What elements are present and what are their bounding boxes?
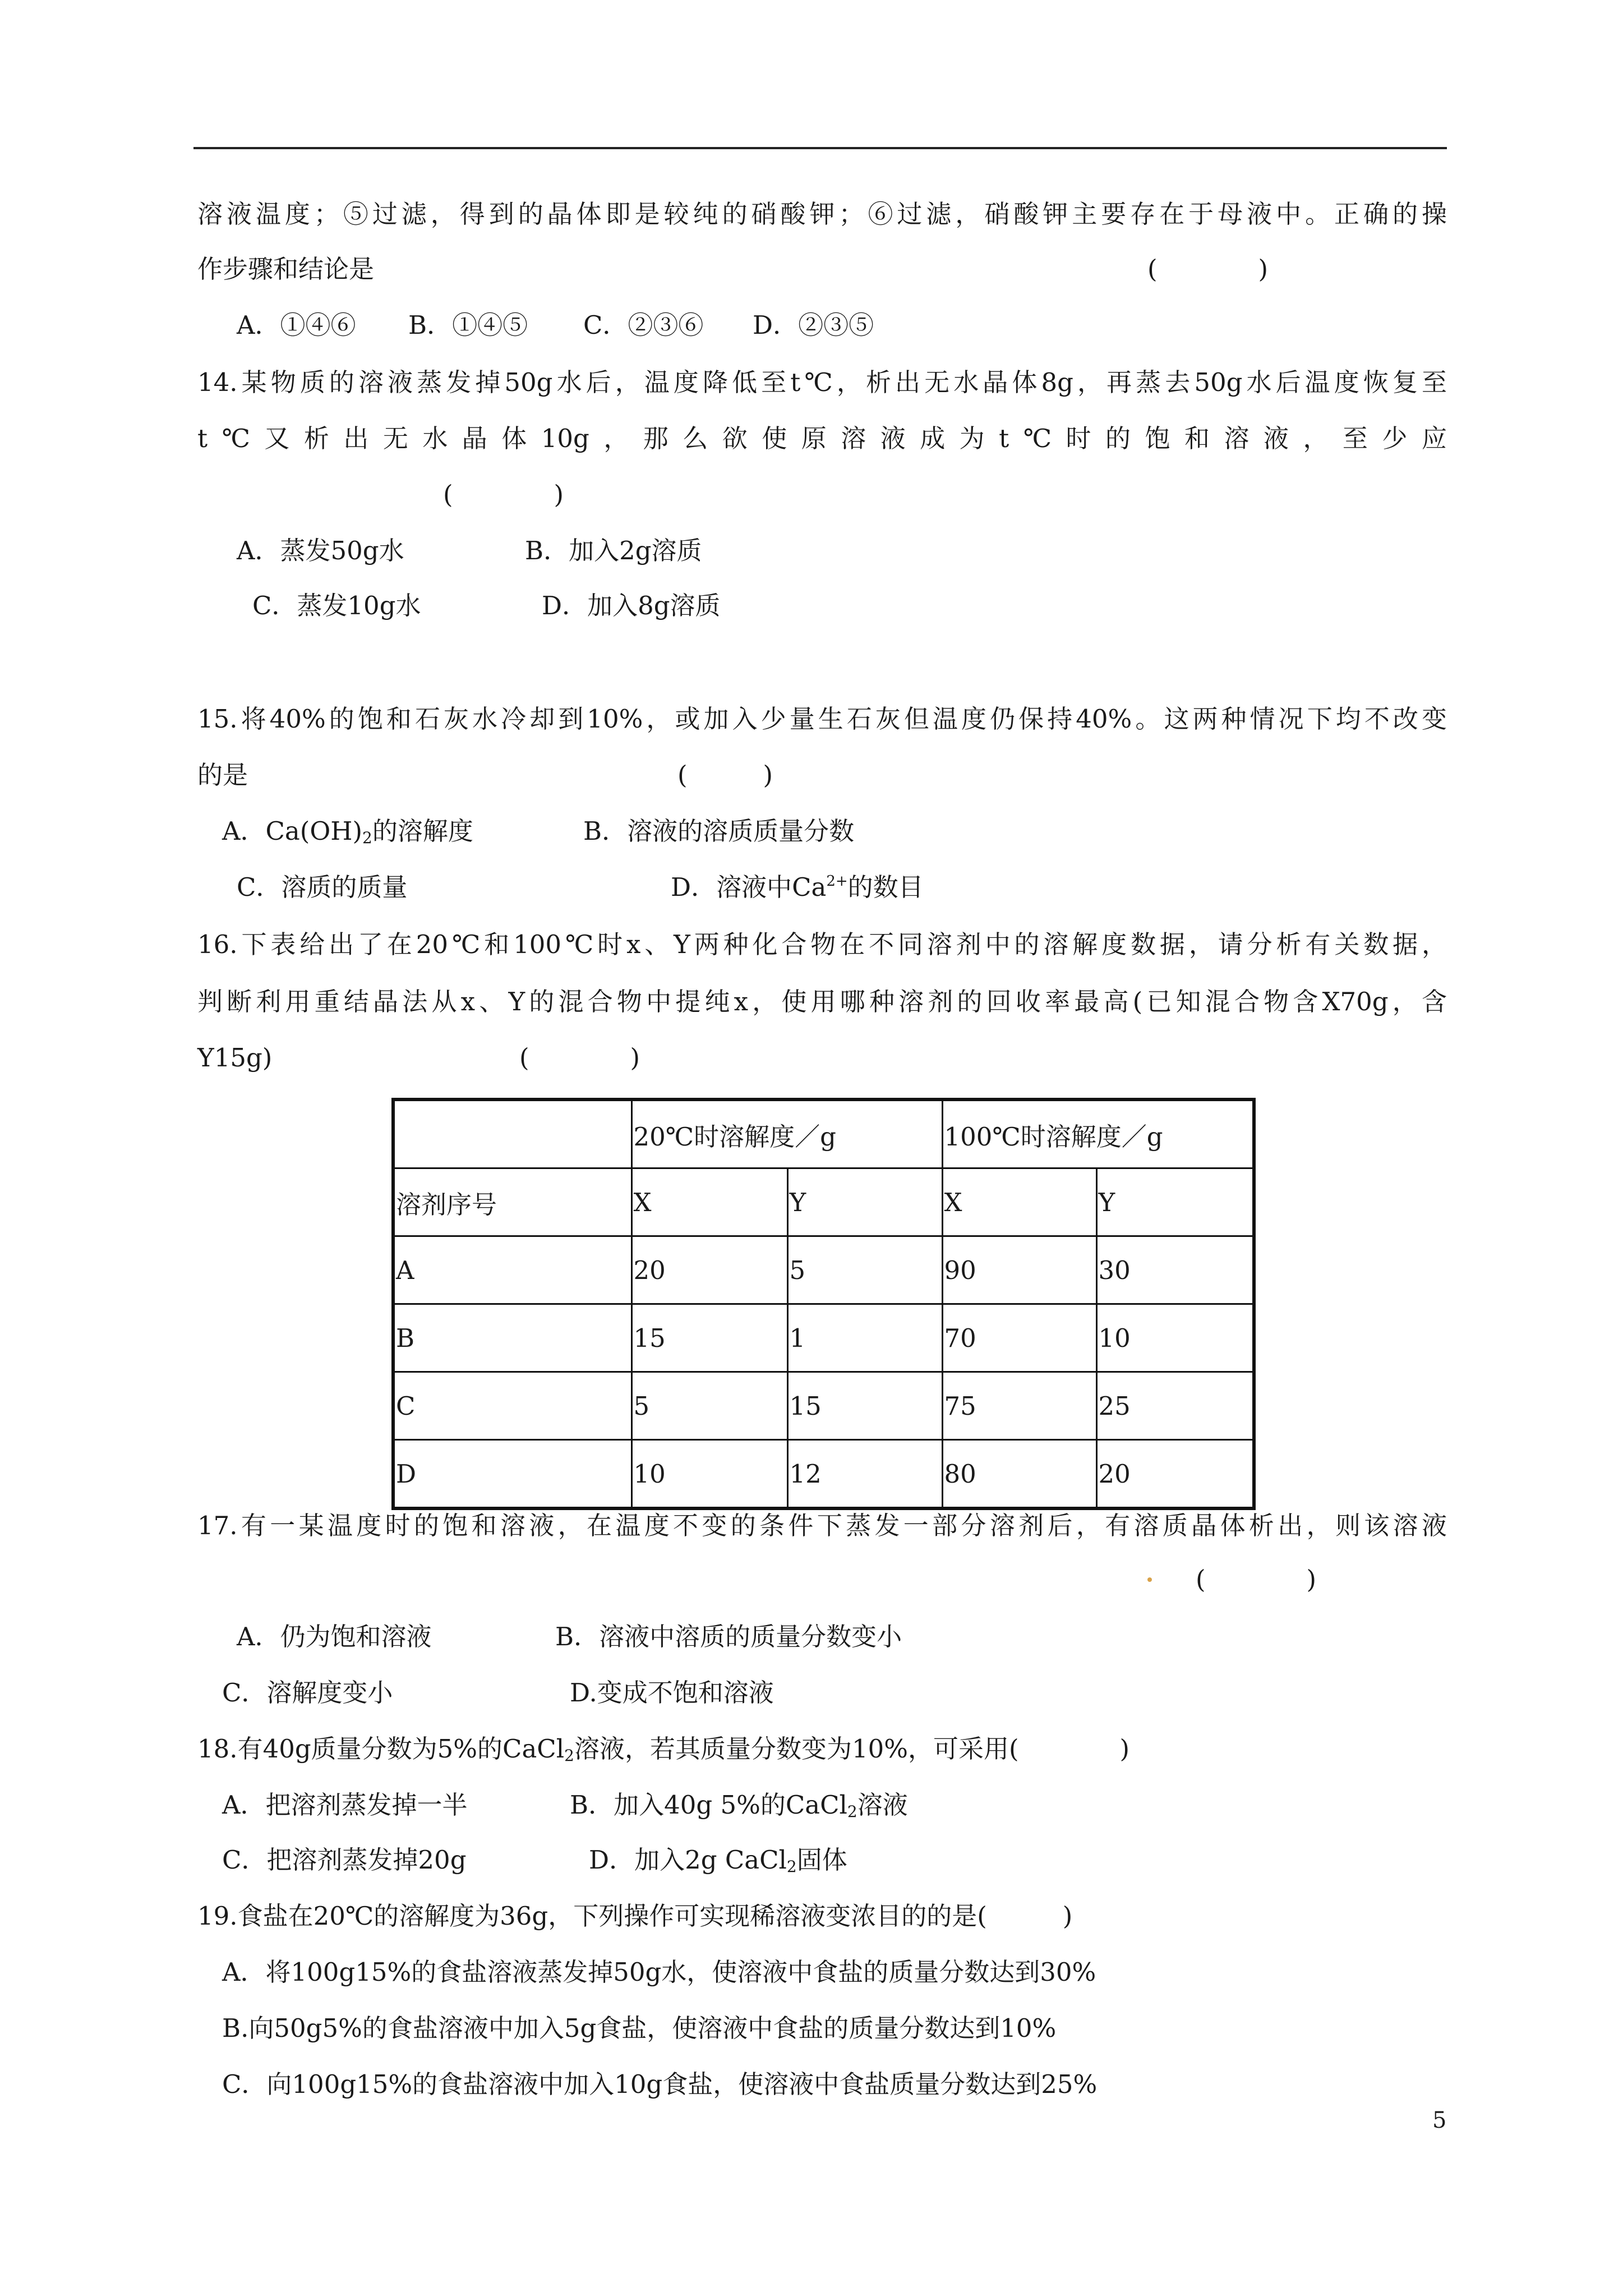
q14-line2 <box>197 422 1447 455</box>
q13-option-c: C．②③⑥ <box>583 310 704 340</box>
q18-line1: 18.有40g质量分数为5%的CaCl$_2$溶液，若其质量分数变为10%，可采用( ) <box>197 1734 1130 1765</box>
solubility-table <box>391 1098 1256 1510</box>
q14-line2-word: 欲 <box>722 424 748 453</box>
q14-line2-word: 又 <box>264 424 290 453</box>
q17-answer-paren: ( ) <box>1196 1565 1317 1594</box>
q19-option-a: A．将100g15%的食盐溶液蒸发掉50g水，使溶液中食盐的质量分数达到30% <box>222 1957 1096 1987</box>
q14-line2-word: 水 <box>422 424 448 453</box>
q15-option-b: B．溶液的溶质质量分数 <box>583 816 855 846</box>
q14-line2-word: 溶 <box>1224 424 1249 453</box>
table-cell: B <box>393 1304 631 1372</box>
q19-option-c: C．向100g15%的食盐溶液中加入10g食盐，使溶液中食盐质量分数达到25% <box>222 2069 1098 2099</box>
table-header-cell: 20℃时溶解度／g <box>631 1099 942 1168</box>
q14-line2-word: ℃ <box>1023 424 1052 453</box>
q14-line2-word: 晶 <box>462 424 487 453</box>
header-rule <box>193 147 1447 149</box>
page-number: 5 <box>1432 2108 1447 2133</box>
q14-line2-word: ℃ <box>222 424 250 453</box>
q14-line2-word: 少 <box>1382 424 1408 453</box>
q15-line1: 15.将40%的饱和石灰水冷却到10%，或加入少量生石灰但温度仍保持40%。这两种情况下均不改变 <box>197 704 1447 734</box>
q13-answer-paren: ( ) <box>1147 254 1269 284</box>
q14-line2-word: 和 <box>1184 424 1210 453</box>
table-cell: 20 <box>1096 1440 1254 1509</box>
table-cell: 30 <box>1096 1236 1254 1304</box>
table-cell: 70 <box>942 1304 1096 1372</box>
q14-option-d: D．加入8g溶质 <box>542 591 721 620</box>
q14-line2-word: 饱 <box>1145 424 1170 453</box>
table-cell: 15 <box>787 1372 942 1440</box>
q14-line1: 14.某物质的溶液蒸发掉50g水后，温度降低至t℃，析出无水晶体8g，再蒸去50g水后温度恢复至 <box>197 367 1447 397</box>
q15-option-c: C．溶质的质量 <box>237 872 408 902</box>
table-cell: 10 <box>1096 1304 1254 1372</box>
table-header-cell: Y <box>787 1168 942 1236</box>
q14-line2-word: 为 <box>959 424 985 453</box>
q19-line1: 19.食盐在20℃的溶解度为36g，下列操作可实现稀溶液变浓目的的是( ) <box>197 1901 1073 1931</box>
q14-line2-word: t <box>999 424 1009 453</box>
table-row <box>393 1304 1254 1372</box>
q14-option-b: B．加入2g溶质 <box>525 536 702 565</box>
q13-line2: 作步骤和结论是 <box>197 254 375 284</box>
q15-option-d: D．溶液中$Ca^{2+}$的数目 <box>671 872 924 902</box>
table-cell: 20 <box>631 1236 787 1304</box>
q14-option-a: A．蒸发50g水 <box>237 536 404 565</box>
table-cell: 25 <box>1096 1372 1254 1440</box>
q14-line2-word: 出 <box>343 424 369 453</box>
stray-mark <box>1147 1577 1152 1582</box>
q14-answer-paren: ( ) <box>443 480 564 509</box>
q14-line2-word: 原 <box>801 424 827 453</box>
q16-line1: 16.下表给出了在20℃和100℃时x、Y两种化合物在不同溶剂中的溶解度数据，请分析有关数据， <box>197 930 1447 959</box>
table-cell: 15 <box>631 1304 787 1372</box>
q14-line2-word: 体 <box>501 424 527 453</box>
q17-option-b: B．溶液中溶质的质量分数变小 <box>555 1622 902 1651</box>
table-cell: 10 <box>631 1440 787 1509</box>
q14-option-c: C．蒸发10g水 <box>252 591 421 620</box>
table-row <box>393 1236 1254 1304</box>
q14-line2-word: ， <box>1303 424 1329 453</box>
q14-line2-word: ， <box>603 424 629 453</box>
table-cell: A <box>393 1236 631 1304</box>
q14-line2-word: 无 <box>382 424 408 453</box>
table-cell: 75 <box>942 1372 1096 1440</box>
table-cell: 5 <box>631 1372 787 1440</box>
table-subheader-row <box>393 1168 1254 1236</box>
q16-answer-paren: ( ) <box>519 1043 640 1073</box>
table-row <box>393 1372 1254 1440</box>
q19-option-b: B.向50g5%的食盐溶液中加入5g食盐，使溶液中食盐的质量分数达到10% <box>222 2013 1057 2043</box>
q17-option-c: C．溶解度变小 <box>222 1678 393 1708</box>
q18-option-d: D．加入2g CaCl$_2$固体 <box>589 1845 847 1876</box>
q17-option-a: A．仍为饱和溶液 <box>237 1622 432 1651</box>
table-cell: 90 <box>942 1236 1096 1304</box>
table-cell: D <box>393 1440 631 1509</box>
q14-line2-word: 至 <box>1342 424 1368 453</box>
table-cell: 12 <box>787 1440 942 1509</box>
q15-answer-paren: ( ) <box>677 760 773 790</box>
q14-line2-word: 使 <box>762 424 787 453</box>
q18-option-b: B．加入40g 5%的CaCl$_2$溶液 <box>570 1790 908 1821</box>
q16-line2: 判断利用重结晶法从x、Y的混合物中提纯x，使用哪种溶剂的回收率最高(已知混合物含X70g，含 <box>197 987 1447 1016</box>
q14-line2-word: t <box>197 424 208 453</box>
q13-option-d: D．②③⑤ <box>753 310 874 340</box>
q14-line2-word: 那 <box>643 424 668 453</box>
table-header-row <box>393 1099 1254 1168</box>
q14-line2-word: 溶 <box>841 424 866 453</box>
q13-option-a: A．①④⑥ <box>237 310 356 340</box>
q13-line1: 溶液温度；⑤过滤，得到的晶体即是较纯的硝酸钾；⑥过滤，硝酸钾主要存在于母液中。正确的操 <box>197 199 1447 229</box>
table-header-cell: 溶剂序号 <box>393 1168 631 1236</box>
q17-line1: 17.有一某温度时的饱和溶液，在温度不变的条件下蒸发一部分溶剂后，有溶质晶体析出，则该溶液 <box>197 1511 1447 1540</box>
q14-line2-word: 应 <box>1421 424 1447 453</box>
table-header-cell: X <box>942 1168 1096 1236</box>
q14-line2-word: 成 <box>920 424 946 453</box>
table-cell: 5 <box>787 1236 942 1304</box>
q14-line2-word: 析 <box>303 424 329 453</box>
table-cell: 80 <box>942 1440 1096 1509</box>
q15-option-a: A．$Ca(OH)_2$的溶解度 <box>222 816 473 847</box>
table-header-cell <box>393 1099 631 1168</box>
q13-option-b: B．①④⑤ <box>408 310 528 340</box>
q17-option-d: D.变成不饱和溶液 <box>570 1678 774 1708</box>
table-header-cell: 100℃时溶解度／g <box>942 1099 1254 1168</box>
q14-line2-word: 时 <box>1066 424 1091 453</box>
q14-line2-word: 液 <box>880 424 906 453</box>
q18-option-c: C．把溶剂蒸发掉20g <box>222 1845 467 1875</box>
q14-line2-word: 液 <box>1263 424 1289 453</box>
q16-line3: Y15g) <box>197 1043 273 1073</box>
table-row <box>393 1440 1254 1509</box>
q15-line2: 的是 <box>197 760 248 790</box>
table-cell: C <box>393 1372 631 1440</box>
q14-line2-word: 10g <box>541 424 589 453</box>
q18-option-a: A．把溶剂蒸发掉一半 <box>222 1790 468 1820</box>
table-header-cell: Y <box>1096 1168 1254 1236</box>
q14-line2-word: 么 <box>683 424 708 453</box>
table-header-cell: X <box>631 1168 787 1236</box>
q14-line2-word: 的 <box>1105 424 1131 453</box>
table-cell: 1 <box>787 1304 942 1372</box>
